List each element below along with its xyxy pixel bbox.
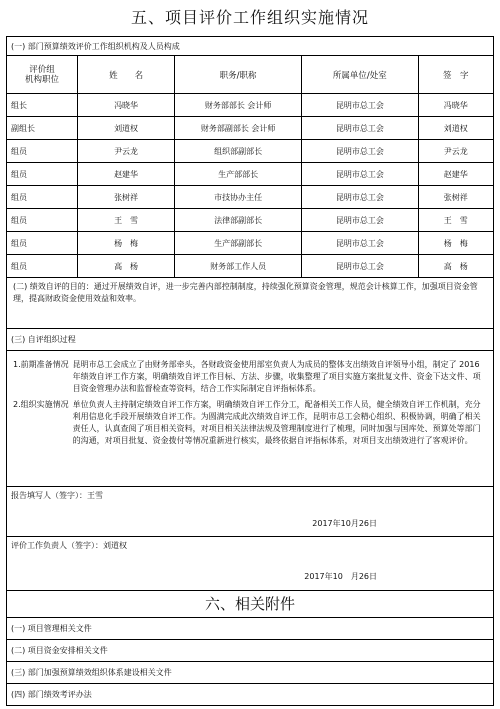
table-header-row [7,56,494,94]
cell-name: 杨 梅 [78,232,175,255]
staff-table [6,36,494,591]
attachments-title: 六、相关附件 [6,591,494,617]
table-row [7,94,494,117]
cell-title: 财务部工作人员 [175,255,302,278]
cell-unit: 昆明市总工会 [302,163,418,186]
process-item-implementation [13,399,487,447]
table-row [7,209,494,232]
table-row [7,163,494,186]
cell-sign: 王 雪 [418,209,494,232]
attachment-item: (四) 部门绩效考评办法 [7,684,494,706]
cell-sign: 张树祥 [418,186,494,209]
cell-unit: 昆明市总工会 [302,94,418,117]
table-row [7,140,494,163]
cell-title: 财务部副部长 会计师 [175,117,302,140]
report-filler-signature [7,487,494,537]
table-row [7,232,494,255]
process-details [7,351,494,487]
implementation-text: 单位负责人主持制定绩效自评工作方案，明确绩效自评工作分工，配备相关工作人员，健全绩效自评工作机制，充分利用信息化手段开展绩效自评工作。为圆满完成此次绩效自评工作，昆明市总工会精心组织、积极协调，明确了相关责任人，认真查阅了项目相关资料，对项目相关法律法规及管理制度进行了梳理，同时加强与国库处、预算处等部门的沟通，对项目批复、资金拨付等情况重新进行核实，最终依据自评指标体系，对项目支出绩效进行了客观评价。 [72,400,481,445]
cell-unit: 昆明市总工会 [302,255,418,278]
cell-sign: 尹云龙 [418,140,494,163]
cell-name: 冯晓华 [78,94,175,117]
cell-title: 生产部部长 [175,163,302,186]
cell-unit: 昆明市总工会 [302,186,418,209]
cell-name: 王 雪 [78,209,175,232]
cell-sign: 冯晓华 [418,94,494,117]
attachment-item: (一) 项目管理相关文件 [7,618,494,640]
process-item-preparation [13,359,487,395]
cell-unit: 昆明市总工会 [302,209,418,232]
cell-name: 高 杨 [78,255,175,278]
col-header-role: 评价组 机构职位 [7,56,78,94]
preparation-text: 昆明市总工会成立了由财务部牵头，各财政资金使用部室负责人为成员的整体支出绩效自评领导小组，制定了 2016 年绩效自评工作方案，明确绩效自评工作目标、方法、步骤，收集整理了项目实施方案批复文件、资金下达文件、项目资金管理办法和监督检查等资料，结合工作实际制定自评指标体系。 [72,360,481,393]
cell-title: 组织部副部长 [175,140,302,163]
col-header-title: 职务/职称 [175,56,302,94]
section1-heading: (一) 部门预算绩效评价工作组织机构及人员构成 [7,37,494,56]
section3-heading: (三) 自评组织过程 [7,329,494,351]
cell-sign: 赵建华 [418,163,494,186]
attachments-table [6,617,494,706]
cell-role: 组员 [7,140,78,163]
col-header-unit: 所属单位/处室 [302,56,418,94]
cell-name: 张树祥 [78,186,175,209]
cell-title: 生产部副部长 [175,232,302,255]
cell-unit: 昆明市总工会 [302,117,418,140]
attachment-item: (三) 部门加强预算绩效组织体系建设相关文件 [7,662,494,684]
cell-role: 副组长 [7,117,78,140]
preparation-label: 1.前期准备情况 [13,360,69,369]
cell-title: 市技协办主任 [175,186,302,209]
table-row [7,117,494,140]
filler-label: 报告填写人（签字）：王雪 [11,491,103,500]
col-header-name: 姓 名 [78,56,175,94]
cell-role: 组员 [7,255,78,278]
implementation-label: 2.组织实施情况 [13,400,69,409]
cell-role: 组员 [7,232,78,255]
cell-title: 财务部部长 会计师 [175,94,302,117]
cell-unit: 昆明市总工会 [302,232,418,255]
cell-role: 组员 [7,163,78,186]
cell-role: 组员 [7,186,78,209]
evaluation-purpose: (二) 绩效自评的目的：通过开展绩效自评，进一步完善内部控制制度，持续强化预算资金管理，规范会计核算工作，加强项目资金管理，提高财政资金使用效益和效率。 [7,278,494,329]
evaluation-leader-signature [7,537,494,591]
cell-unit: 昆明市总工会 [302,140,418,163]
page-title: 五、项目评价工作组织实施情况 [130,8,369,27]
cell-sign: 高 杨 [418,255,494,278]
cell-name: 刘道权 [78,117,175,140]
table-row [7,255,494,278]
filler-date: 2017年10月26日 [312,519,377,528]
cell-sign: 杨 梅 [418,232,494,255]
table-row [7,186,494,209]
cell-name: 尹云龙 [78,140,175,163]
cell-name: 赵建华 [78,163,175,186]
cell-sign: 刘道权 [418,117,494,140]
leader-label: 评价工作负责人（签字）：刘道权 [11,541,127,550]
col-header-sign: 签 字 [418,56,494,94]
attachment-item: (二) 项目资金安排相关文件 [7,640,494,662]
cell-role: 组员 [7,209,78,232]
cell-title: 法律部副部长 [175,209,302,232]
leader-date: 2017年10 月26日 [304,572,377,581]
cell-role: 组长 [7,94,78,117]
